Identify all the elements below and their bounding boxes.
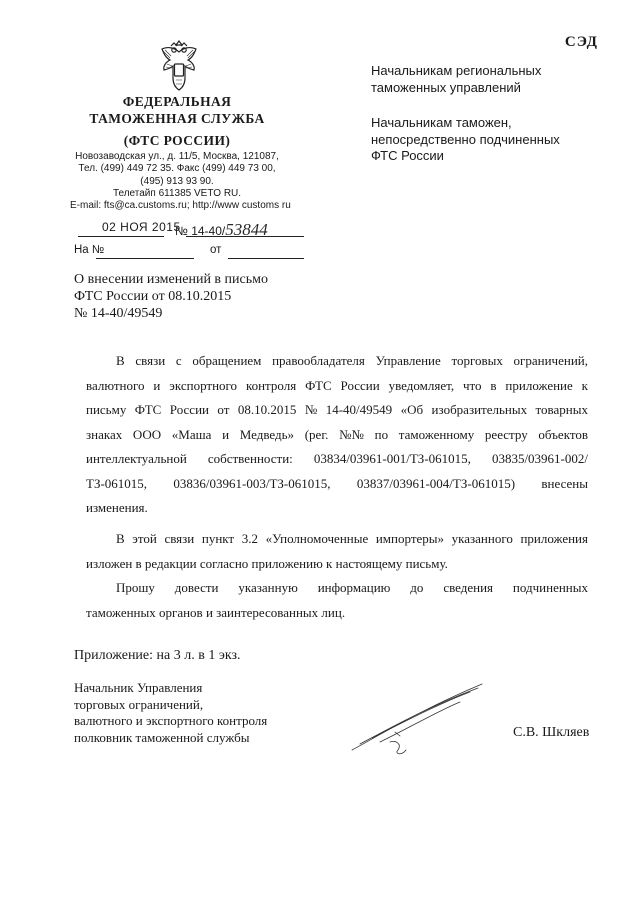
body-line: изложен в редакции согласно приложению к настоящему письму. — [86, 555, 448, 571]
body-line: ТЗ-061015, 03836/03961-003/ТЗ-061015, 03837/03961-004/ТЗ-061015) внесены — [86, 475, 588, 491]
signer-title-line: Начальник Управления — [74, 680, 203, 695]
registration-number-handwritten: 53844 — [225, 220, 268, 239]
signer-title — [74, 680, 334, 746]
coat-of-arms-icon — [156, 40, 202, 92]
contact-teletype: Телетайп 611385 VETO RU. — [112, 187, 242, 199]
subject-line: № 14-40/49549 — [74, 306, 163, 321]
contact-address: Новозаводская ул., д. 11/5, Москва, 121087, — [75, 151, 279, 162]
attachment-note: Приложение: на 3 л. в 1 экз. — [74, 648, 241, 663]
signer-title-line: валютного и экспортного контроля — [74, 713, 268, 728]
body-paragraph-1 — [86, 349, 588, 521]
body-line: изменения. — [86, 500, 148, 515]
signature-icon — [350, 680, 490, 760]
agency-line-1: ФЕДЕРАЛЬНАЯ — [122, 94, 232, 109]
addressee-line: непосредственно подчиненных — [371, 131, 560, 147]
body-line: письму ФТС России от 08.10.2015 № 14-40/49549 «Об изобразительных товарных — [86, 402, 588, 417]
signer-title-line: торговых ограничений, — [74, 696, 204, 712]
reference-date-underline — [228, 258, 304, 259]
contact-phone-2: (495) 913 93 90. — [140, 175, 214, 187]
registration-number-prefix: № 14-40/ — [175, 224, 226, 238]
agency-line-3: (ФТС РОССИИ) — [123, 133, 231, 148]
registration-date: 02 НОЯ 2015 — [102, 220, 181, 234]
body-paragraph-3 — [86, 576, 588, 625]
subject-line: О внесении изменений в письмо — [74, 272, 268, 287]
contact-email: E-mail: fts@ca.customs.ru; http://www customs ru — [70, 200, 291, 212]
subject-line: ФТС России от 08.10.2015 — [74, 289, 232, 304]
reference-line — [74, 244, 314, 260]
agency-line-2: ТАМОЖЕННАЯ СЛУЖБА — [89, 111, 265, 126]
addressee-line: Начальникам таможен, — [371, 115, 512, 130]
signer-name: С.В. Шкляев — [513, 725, 590, 740]
body-paragraph-2 — [86, 527, 588, 576]
body-line: Прошу довести указанную информацию до сведения подчиненных — [116, 580, 588, 595]
agency-name — [70, 93, 284, 149]
body-line: В этой связи пункт 3.2 «Уполномоченные импортеры» указанного приложения — [116, 531, 588, 546]
addressee-line: таможенных управлений — [371, 79, 521, 95]
body-line: таможенных органов и заинтересованных лиц. — [86, 604, 346, 620]
reference-number-label: На № — [74, 244, 105, 256]
contact-phone: Тел. (499) 449 72 35. Факс (499) 449 73 00, — [78, 163, 276, 175]
addressee-block-2 — [371, 115, 591, 165]
agency-contacts — [70, 151, 291, 212]
body-line: знаках ООО «Маша и Медведь» (рег. №№ по таможенному реестру объектов — [86, 426, 588, 442]
body-line: валютного и экспортного контроля ФТС России уведомляет, что в приложение к — [86, 377, 588, 393]
addressee-line: ФТС России — [371, 148, 444, 163]
body-line: интеллектуальной собственности: 03834/03961-001/ТЗ-061015, 03835/03961-002/ — [86, 451, 588, 466]
number-underline — [186, 236, 304, 237]
reference-date-label: от — [210, 244, 222, 256]
reference-number-underline — [96, 258, 194, 259]
registration-number — [175, 220, 268, 240]
document-mark: СЭД — [564, 34, 598, 50]
letter-subject — [74, 271, 314, 322]
date-underline — [78, 236, 164, 237]
addressee-line: Начальникам региональных — [371, 63, 542, 78]
signer-title-line: полковник таможенной службы — [74, 729, 250, 745]
body-line: В связи с обращением правообладателя Управление торговых ограничений, — [116, 353, 588, 368]
addressee-block-1 — [371, 63, 591, 96]
